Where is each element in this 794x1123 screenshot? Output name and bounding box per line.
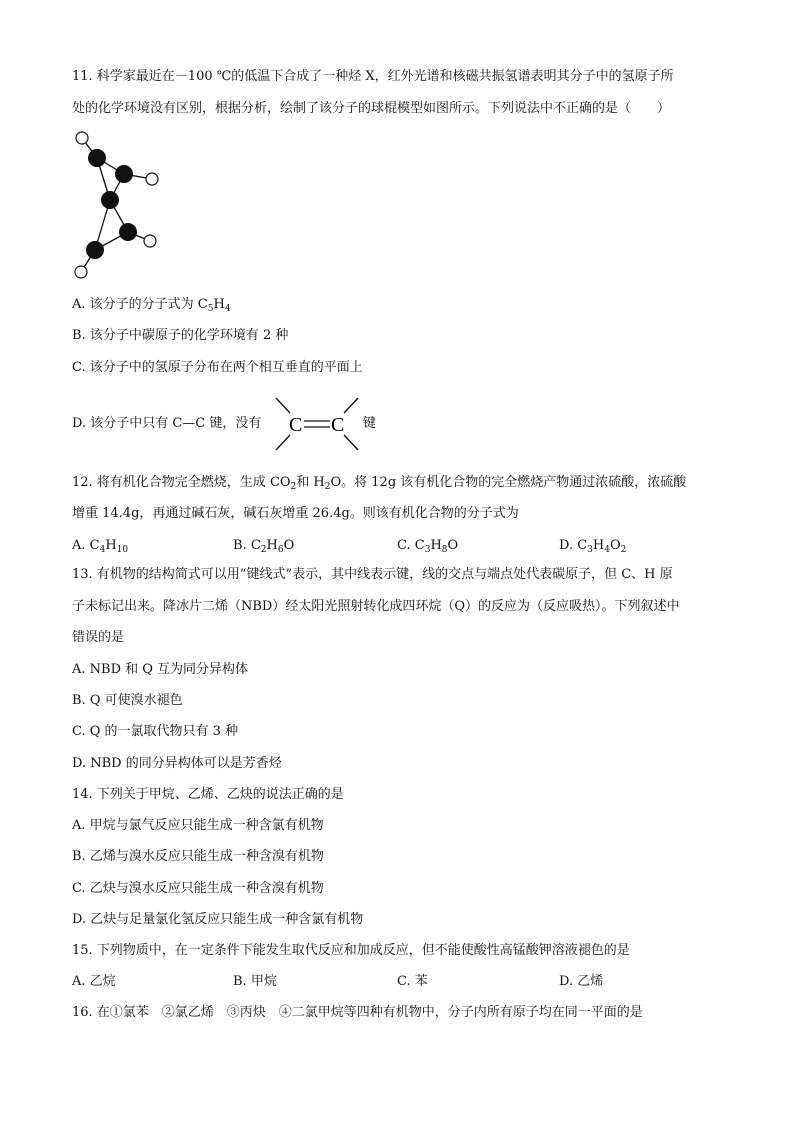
q13-option-d: D. NBD 的同分异构体可以是芳香烃 xyxy=(72,756,282,771)
q13-stem-line-2: 子未标记出来。降冰片二烯（NBD）经太阳光照射转化成四环烷（Q）的反应为（反应吸热）。下列叙述中 xyxy=(72,599,680,614)
q13-option-c: C. Q 的一氯取代物只有 3 种 xyxy=(72,724,239,739)
carbon-atom xyxy=(88,149,106,167)
carbon-carbon-double-bond-structure xyxy=(272,396,364,452)
q15-option-c: C. 苯 xyxy=(397,974,428,989)
q12-option-c: C. $C_3H_8O$ xyxy=(397,538,459,555)
q11-option-a: A. 该分子的分子式为 $C_5H_4$ xyxy=(72,297,231,314)
q15-stem: 15. 下列物质中，在一定条件下能发生取代反应和加成反应，但不能使酸性高锰酸钾溶液褪色的是 xyxy=(72,943,630,958)
carbon-atom xyxy=(86,241,104,259)
hydrogen-atom xyxy=(76,132,88,144)
carbon-atoms xyxy=(86,149,137,259)
carbon-atom xyxy=(115,165,133,183)
q11-option-d: D. 该分子中只有 C—C 键，没有 xyxy=(72,416,262,431)
q15-option-b: B. 甲烷 xyxy=(233,974,277,989)
q13-option-a: A. NBD 和 Q 互为同分异构体 xyxy=(72,662,249,677)
q12-stem-line-2: 增重 14.4g，再通过碱石灰，碱石灰增重 26.4g。则该有机化合物的分子式为 xyxy=(72,506,519,521)
q13-stem-line-1: 13. 有机物的结构简式可以用“键线式”表示，其中线表示键，线的交点与端点处代表碳原子，但 C、H 原 xyxy=(72,567,673,582)
q11-option-b: B. 该分子中碳原子的化学环境有 2 种 xyxy=(72,328,289,343)
hydrogen-atom xyxy=(144,235,156,247)
q11-option-c: C. 该分子中的氢原子分布在两个相互垂直的平面上 xyxy=(72,360,363,375)
carbon-atom xyxy=(101,191,119,209)
q15-option-a: A. 乙烷 xyxy=(72,974,116,989)
q14-option-b: B. 乙烯与溴水反应只能生成一种含溴有机物 xyxy=(72,849,324,864)
q11-option-d-tail: 键 xyxy=(363,416,377,431)
q16-stem: 16. 在①氯苯 ②氯乙烯 ③丙炔 ④二氯甲烷等四种有机物中，分子内所有原子均在同一平面的是 xyxy=(72,1005,643,1020)
q11-stem-line-2: 处的化学环境没有区别，根据分析，绘制了该分子的球棍模型如图所示。下列说法中不正确的是（ ） xyxy=(72,101,671,116)
q13-option-b: B. Q 可使溴水褪色 xyxy=(72,693,183,708)
hydrogen-atom xyxy=(146,173,158,185)
q14-option-a: A. 甲烷与氯气反应只能生成一种含氯有机物 xyxy=(72,818,324,833)
q13-stem-line-3: 错误的是 xyxy=(72,630,125,645)
carbon-atom xyxy=(119,223,137,241)
ball-and-stick-molecule-figure xyxy=(68,128,168,280)
q14-option-d: D. 乙炔与足量氯化氢反应只能生成一种含氯有机物 xyxy=(72,912,364,927)
carbon-symbol-right: C xyxy=(331,414,345,436)
q12-option-b: B. $C_2H_6O$ xyxy=(233,538,295,555)
q12-option-a: A. $C_4H_{10}$ xyxy=(72,538,129,555)
q11-stem-line-1: 11. 科学家最近在－100 ℃的低温下合成了一种烃 X，红外光谱和核磁共振氢谱表明其分子中的氢原子所 xyxy=(72,69,674,84)
q14-stem: 14. 下列关于甲烷、乙烯、乙炔的说法正确的是 xyxy=(72,787,344,802)
q12-stem-line-1: 12. 将有机化合物完全燃烧，生成 $CO_2$和 $H_2O$。将 12g 该有机化合物的完全燃烧产物通过浓硫酸，浓硫酸 xyxy=(72,475,687,492)
q14-option-c: C. 乙炔与溴水反应只能生成一种含溴有机物 xyxy=(72,881,324,896)
q15-option-d: D. 乙烯 xyxy=(559,974,604,989)
carbon-symbol-left: C xyxy=(289,414,303,436)
hydrogen-atom xyxy=(75,266,87,278)
q12-option-d: D. $C_3H_4O_2$ xyxy=(559,538,627,555)
